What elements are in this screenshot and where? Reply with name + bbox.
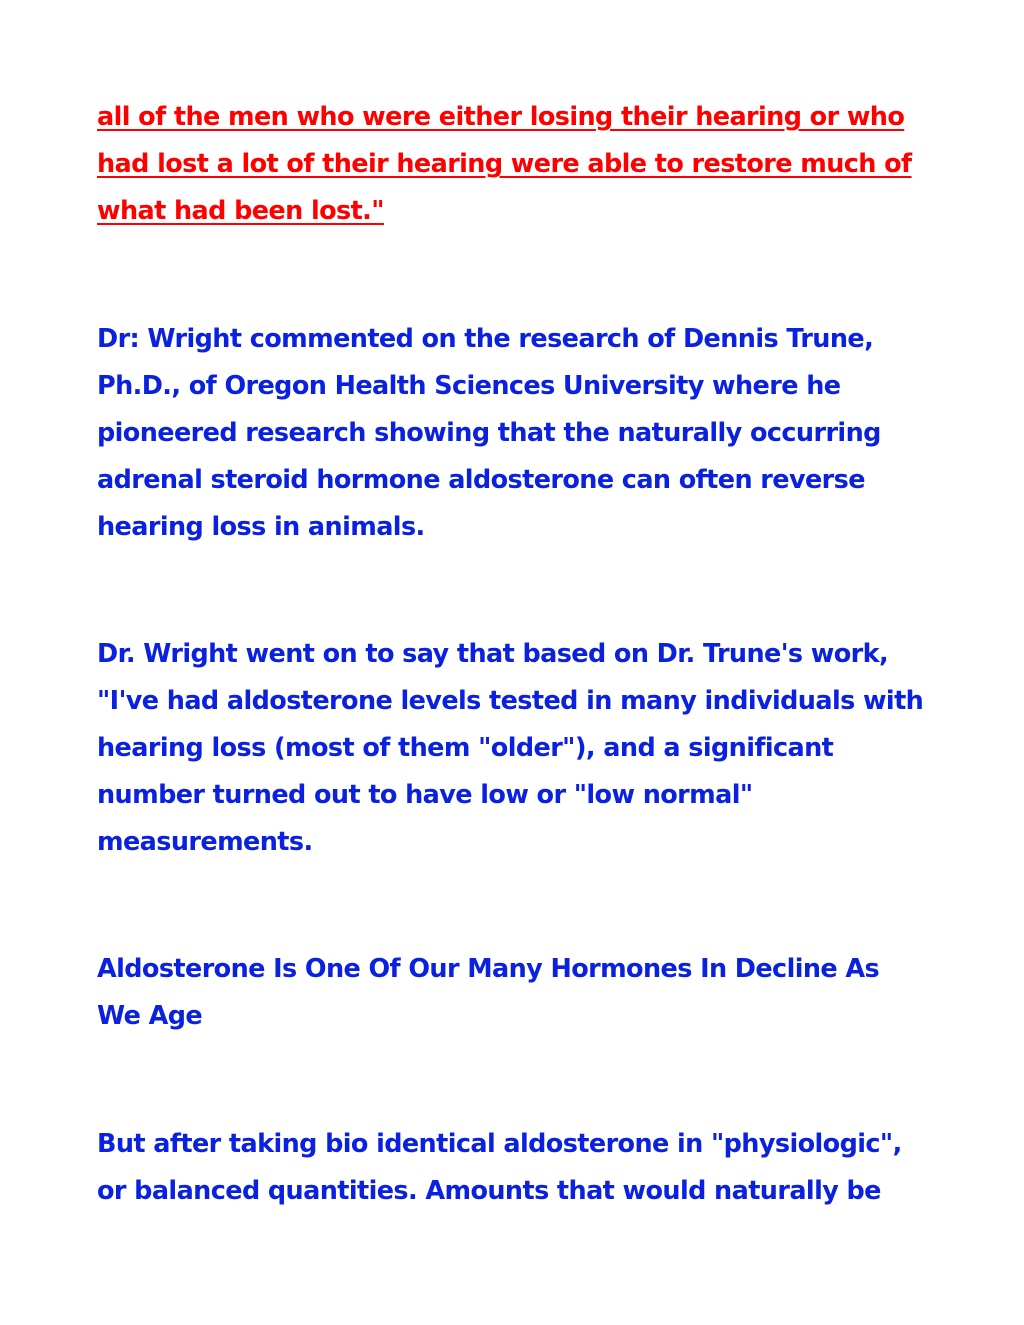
quote-paragraph: all of the men who were either losing their hearing or who had lost a lot of their hearing were able to restore much of what had been lost." <box>97 102 912 226</box>
research-paragraph: Dr: Wright commented on the research of Dennis Trune, Ph.D., of Oregon Health Sciences University where he pioneered research showing that the naturally occurring adrenal steroid hormone aldosterone can often reverse hearing loss in animals. <box>97 324 881 542</box>
bio-identical-paragraph: But after taking bio identical aldosterone in "physiologic", or balanced quantities. Amounts that would naturally be <box>97 1129 902 1206</box>
section-heading: Aldosterone Is One Of Our Many Hormones In Decline As We Age <box>97 954 880 1031</box>
aldosterone-testing-paragraph: Dr. Wright went on to say that based on Dr. Trune's work, "I've had aldosterone levels tested in many individuals with hearing loss (most of them "older"), and a significant number turned out to have low or "low normal" measurements. <box>97 639 924 857</box>
